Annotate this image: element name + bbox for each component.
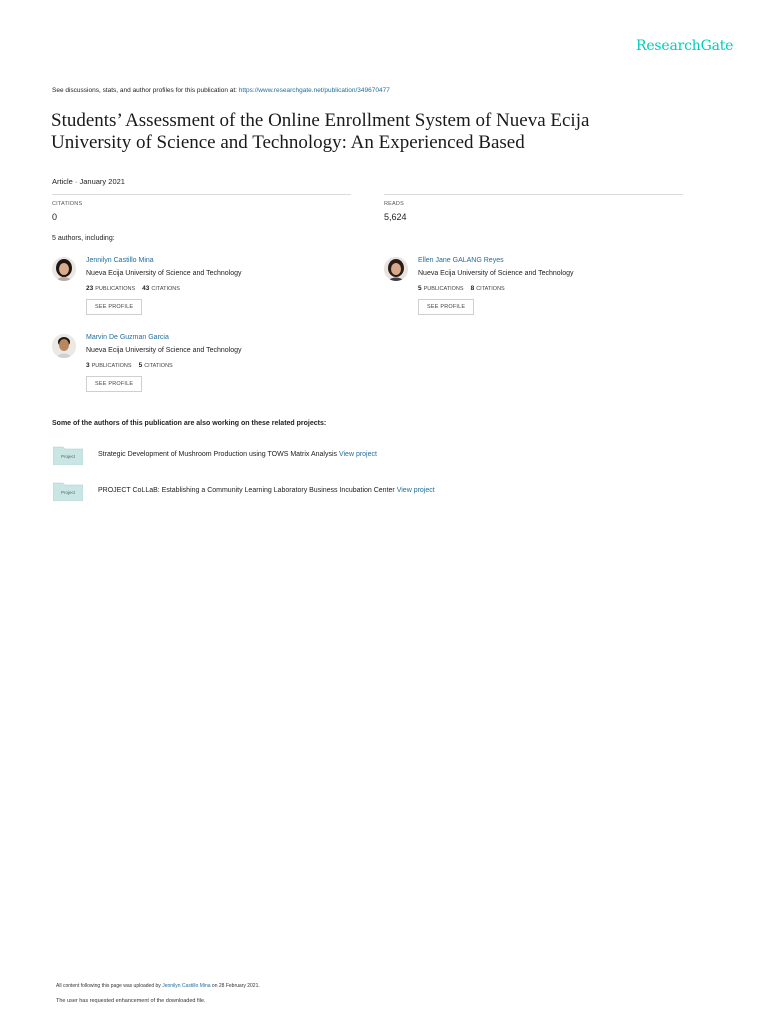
author-card	[52, 257, 352, 317]
citations-count: 5	[138, 362, 143, 369]
see-profile-button[interactable]: SEE PROFILE	[418, 299, 474, 315]
publication-title	[51, 110, 711, 154]
author-name-link[interactable]: Ellen Jane GALANG Reyes	[418, 257, 504, 264]
citations-label: CITATIONS	[476, 286, 505, 292]
view-project-link[interactable]: View project	[396, 487, 435, 494]
publication-url-link[interactable]: https://www.researchgate.net/publication/349670477	[238, 87, 390, 94]
upload-suffix: on 28 February 2021.	[210, 983, 260, 989]
see-profile-button[interactable]: SEE PROFILE	[86, 299, 142, 315]
author-card	[384, 257, 684, 317]
project-item	[53, 481, 653, 503]
article-meta: Article · January 2021	[52, 177, 125, 186]
citations-label: CITATIONS	[151, 286, 180, 292]
upload-prefix: All content following this page was uploaded by	[56, 983, 163, 989]
author-stats	[418, 285, 505, 292]
author-institution: Nueva Ecija University of Science and Technology	[418, 270, 574, 277]
avatar-photo-icon	[384, 257, 408, 281]
publications-label: PUBLICATIONS	[91, 363, 132, 369]
discussion-text: See discussions, stats, and author profiles for this publication at:	[52, 87, 239, 94]
upload-note	[56, 983, 260, 989]
related-projects-heading: Some of the authors of this publication are also working on these related projects:	[52, 420, 327, 427]
project-folder-label: Project	[60, 454, 75, 459]
project-title-text: Strategic Development of Mushroom Production using TOWS Matrix Analysis	[98, 451, 339, 458]
see-profile-button[interactable]: SEE PROFILE	[86, 376, 142, 392]
project-title	[98, 487, 435, 494]
uploader-link[interactable]: Jennilyn Castillo Mina	[162, 983, 211, 989]
project-folder-label: Project	[60, 490, 75, 495]
title-line-2: University of Science and Technology: An Experienced Based	[51, 132, 525, 153]
author-stats	[86, 285, 180, 292]
avatar-photo-icon	[52, 334, 76, 358]
authors-heading: 5 authors, including:	[52, 235, 115, 242]
discussion-line	[52, 87, 390, 94]
project-title-text: PROJECT CoLLaB: Establishing a Community Learning Laboratory Business Incubation Center	[98, 487, 397, 494]
researchgate-logo[interactable]: ResearchGate	[636, 38, 734, 54]
project-item	[53, 445, 653, 467]
publications-label: PUBLICATIONS	[423, 286, 464, 292]
view-project-link[interactable]: View project	[338, 451, 377, 458]
avatar[interactable]	[52, 257, 76, 281]
citations-count: 43	[142, 285, 150, 292]
citations-label: CITATIONS	[52, 201, 83, 207]
citations-label: CITATIONS	[144, 363, 173, 369]
publications-count: 5	[418, 285, 422, 292]
publications-count: 23	[86, 285, 94, 292]
avatar[interactable]	[384, 257, 408, 281]
author-institution: Nueva Ecija University of Science and Technology	[86, 270, 242, 277]
author-card	[52, 334, 352, 394]
title-line-1: Students’ Assessment of the Online Enrollment System of Nueva Ecija	[51, 110, 590, 131]
citations-count: 8	[470, 285, 475, 292]
author-institution: Nueva Ecija University of Science and Technology	[86, 347, 242, 354]
citations-divider	[52, 194, 351, 195]
author-name-link[interactable]: Marvin De Guzman Garcia	[86, 334, 169, 341]
avatar-photo-icon	[52, 257, 76, 281]
enhancement-note: The user has requested enhancement of the downloaded file.	[56, 998, 206, 1004]
project-title	[98, 451, 377, 458]
reads-divider	[384, 194, 683, 195]
avatar[interactable]	[52, 334, 76, 358]
reads-label: READS	[384, 201, 404, 207]
author-name-link[interactable]: Jennilyn Castillo Mina	[86, 257, 154, 264]
publications-count: 3	[86, 362, 90, 369]
publications-label: PUBLICATIONS	[95, 286, 136, 292]
citations-value: 0	[52, 212, 58, 222]
author-stats	[86, 362, 173, 369]
reads-value: 5,624	[384, 212, 407, 222]
